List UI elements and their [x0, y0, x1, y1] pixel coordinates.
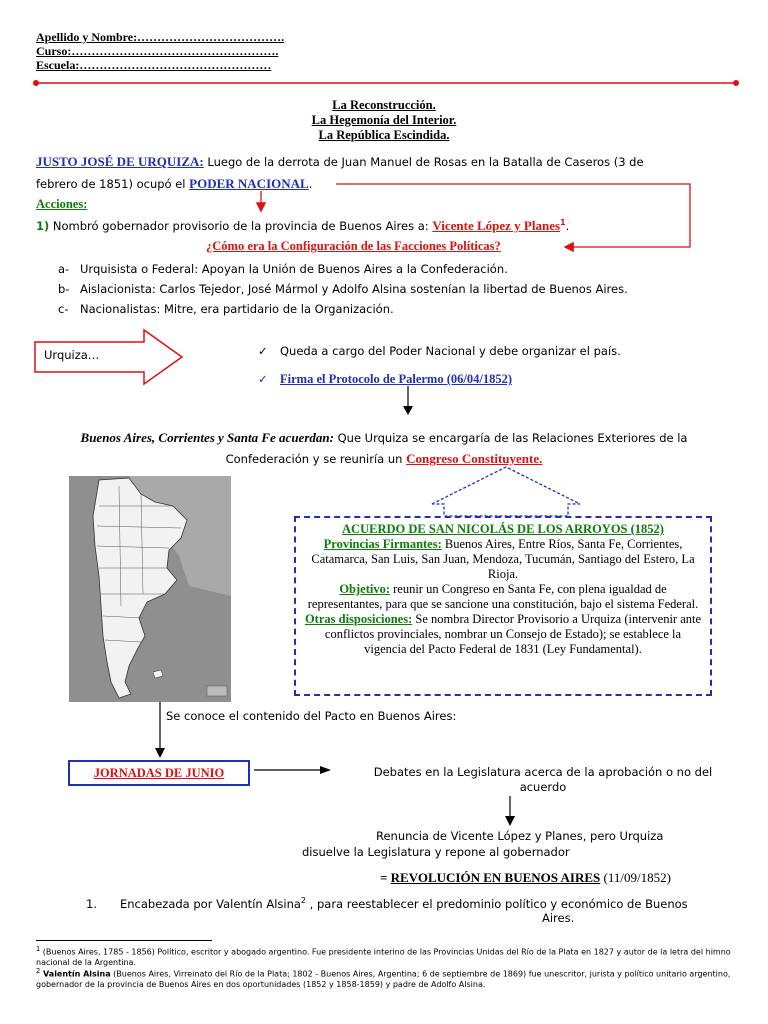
red-arrows: [0, 0, 768, 260]
course-field-line: Curso:…………………………………………….: [36, 44, 279, 58]
footnote-ref-2: 2: [300, 896, 307, 905]
intro-text-2: febrero de 1851) ocupó el: [36, 177, 190, 191]
firmantes-text: Buenos Aires, Entre Ríos, Santa Fe, Corrientes, Catamarca, San Luis, San Juan, Mendoza, Tucumán, Santiago del Estero, La Rioja.: [311, 537, 695, 581]
accion-end: .: [565, 219, 570, 233]
checkmark-icon: ✓: [258, 344, 268, 358]
title-line-2: La Hegemonía del Interior.: [311, 113, 457, 127]
faction-letter: b-: [58, 282, 70, 296]
faction-letter: c-: [58, 302, 69, 316]
faction-text: Aislacionista: Carlos Tejedor, José Mármol y Adolfo Alsina sostenían la libertad de Buenos Aires.: [80, 282, 628, 296]
firmantes-paragraph: [304, 537, 702, 582]
faction-text: Urquisista o Federal: Apoyan la Unión de Buenos Aires a la Confederación.: [80, 262, 508, 276]
revolucion-prefix: =: [380, 870, 391, 885]
checkmark-icon: ✓: [258, 372, 268, 386]
congreso-constituyente: Congreso Constituyente.: [406, 451, 543, 466]
urquiza-arrow-label: Urquiza…: [44, 348, 100, 362]
renuncia-line-1: Renuncia de Vicente López y Planes, pero Urquiza: [376, 829, 664, 843]
debates-text: Debates en la Legislatura acerca de la aprobación o no del acuerdo: [373, 765, 713, 794]
agreement-line-2: [0, 451, 768, 467]
accion-text: Nombró gobernador provisorio de la provincia de Buenos Aires a:: [49, 219, 433, 233]
revolucion-line: [380, 870, 671, 886]
revolucion-name: REVOLUCIÓN EN BUENOS AIRES: [390, 870, 601, 885]
agreement-text-2: Confederación y se reuniría un: [225, 452, 407, 466]
footnote-1-text: (Buenos Aires, 1785 - 1856) Político, escritor y abogado argentino. Fue presidente interino de las Provincias Unidas del Río de la Plata en 1827 y autor de la letra del himno nacional de la Argentina.: [36, 947, 731, 967]
item-1-line-1: [86, 896, 688, 911]
intro-period: .: [308, 177, 313, 191]
objetivo-text: reunir un Congreso en Santa Fe, con plena igualdad de representantes, para que se sancione una constitución, bajo el sistema Federal.: [307, 582, 699, 611]
school-field-line: Escuela:…………………………………………: [36, 58, 272, 72]
argentina-map-image: [69, 476, 231, 702]
vicente-lopez-name: Vicente López y Planes: [432, 218, 561, 233]
agreement-line-1: [0, 430, 768, 446]
revolucion-date: (11/09/1852): [600, 870, 671, 885]
footnote-1: [36, 944, 736, 968]
check-text-1: Queda a cargo del Poder Nacional y debe organizar el país.: [280, 344, 621, 358]
item-text-b: , para reestablecer el predominio político y económico de Buenos: [306, 896, 688, 911]
down-arrow: [400, 386, 416, 416]
footnote-1-number: 1: [36, 945, 41, 953]
faction-item: [58, 262, 508, 276]
agreement-lead: Buenos Aires, Corrientes y Santa Fe acuerdan:: [80, 430, 334, 445]
item-1-line-2: Aires.: [542, 911, 575, 925]
footnote-2-number: 2: [36, 967, 41, 975]
accion-number: 1): [36, 219, 50, 233]
acuerdo-title: ACUERDO DE SAN NICOLÁS DE LOS ARROYOS (1852): [342, 522, 664, 536]
check-item-2: [258, 372, 512, 387]
acciones-label: Acciones:: [36, 197, 88, 211]
blue-dashed-arrow: [430, 464, 582, 518]
objetivo-paragraph: [304, 582, 702, 612]
check-item-1: [258, 344, 621, 358]
faction-item: [58, 302, 394, 316]
urquiza-name: JUSTO JOSÉ DE URQUIZA:: [36, 154, 204, 169]
footnote-2: [36, 966, 736, 990]
protocolo-palermo: Firma el Protocolo de Palermo (06/04/1852): [280, 372, 512, 386]
footnote-2-name: Valentín Alsina: [40, 969, 111, 979]
footnote-ref-1: 1: [560, 218, 566, 228]
otras-text: Se nombra Director Provisorio a Urquiza (intervenir ante conflictos provinciales, nombrar un Consejo de Estado); se establece la vigencia del Pacto Federal de 1831 (Ley Fundamental).: [324, 612, 702, 656]
title-line-3: La República Escindida.: [318, 128, 450, 142]
otras-label: Otras disposiciones:: [304, 612, 413, 626]
jornadas-label: JORNADAS DE JUNIO: [93, 766, 225, 780]
firmantes-label: Provincias Firmantes:: [323, 537, 442, 551]
footnote-separator: [36, 940, 212, 941]
acuerdo-san-nicolas-box: [294, 516, 712, 696]
intro-text-1: Luego de la derrota de Juan Manuel de Rosas en la Batalla de Caseros (3 de: [203, 155, 644, 169]
factions-question: ¿Cómo era la Configuración de las Facciones Políticas?: [206, 239, 501, 253]
agreement-text-1: Que Urquiza se encargaría de las Relaciones Exteriores de la: [333, 431, 688, 445]
faction-text: Nacionalistas: Mitre, era partidario de la Organización.: [80, 302, 394, 316]
renuncia-line-2: disuelve la Legislatura y repone al gobernador: [302, 845, 570, 859]
faction-letter: a-: [58, 262, 70, 276]
item-number: 1.: [86, 896, 97, 911]
poder-nacional: PODER NACIONAL: [189, 176, 309, 191]
objetivo-label: Objetivo:: [339, 582, 390, 596]
jornadas-de-junio-box: [68, 760, 250, 786]
item-text-a: Encabezada por Valentín Alsina: [120, 896, 301, 911]
pacto-text: Se conoce el contenido del Pacto en Buenos Aires:: [166, 709, 457, 723]
footnote-2-text: (Buenos Aires, Virreinato del Río de la Plata; 1802 - Buenos Aires, Argentina; 6 de septiembre de 1869) fue unescritor, jurista y político unitario argentino, gobernador de la provincia de Buenos Aires en dos oportunidades (1852 y 1858-1859) y padre de Adolfo Alsina.: [36, 969, 731, 989]
otras-paragraph: [304, 612, 702, 657]
faction-item: [58, 282, 628, 296]
title-line-1: La Reconstrucción.: [332, 98, 436, 112]
name-field-line: Apellido y Nombre:……………………………….: [36, 30, 285, 44]
